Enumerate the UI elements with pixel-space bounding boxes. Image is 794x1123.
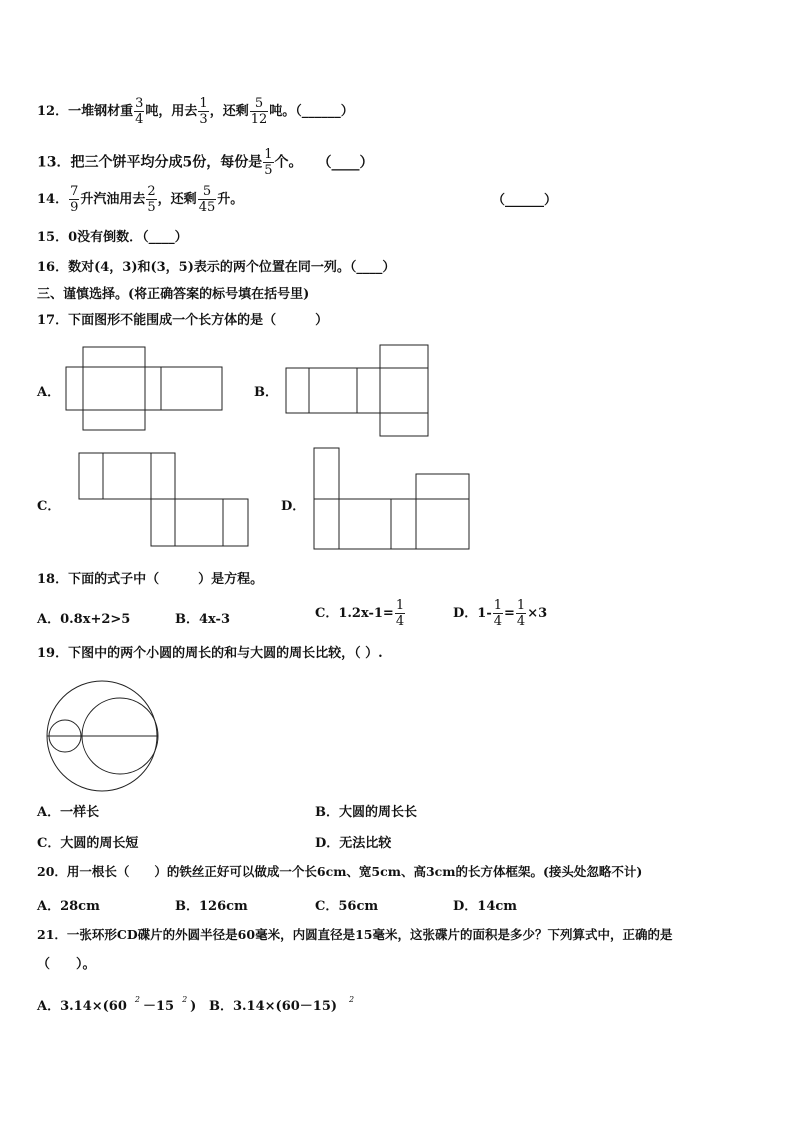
option-b[interactable]: B．126cm: [175, 899, 248, 914]
option-a[interactable]: A．0.8x+2>5: [37, 612, 131, 627]
net-b: [286, 345, 428, 436]
fraction: $\frac{2}{5}$: [147, 184, 156, 215]
fraction: $\frac{7}{9}$: [70, 184, 79, 215]
option-b[interactable]: B．3.14×(60－15) $^2$: [209, 995, 355, 1014]
question-14: 14． $\frac{7}{9}$ 升汽油用去 $\frac{2}{5}$ ，还剩 $\frac{5}{45}$ 升。: [37, 184, 244, 215]
question-21-blank: （ ）。: [37, 957, 96, 972]
question-16: 16．数对(4，3)和(3，5)表示的两个位置在同一列。（____）: [37, 260, 396, 275]
answer-blank[interactable]: （______）: [492, 193, 558, 208]
option-d[interactable]: D．14cm: [453, 899, 518, 914]
fraction: $\frac{5}{12}$: [250, 96, 268, 127]
option-c[interactable]: C．: [37, 499, 61, 514]
net-c: [79, 453, 248, 546]
fraction: $\frac{1}{4}$: [395, 598, 405, 629]
cuboid-nets-figures: [0, 0, 794, 560]
question-17: 17．下面图形不能围成一个长方体的是（ ）: [37, 313, 329, 328]
net-d: [314, 448, 469, 549]
question-15: 15．0没有倒数．（____）: [37, 230, 188, 245]
option-a[interactable]: A．28cm: [37, 899, 100, 914]
option-a[interactable]: A．3.14×(60 $^2$ －15 $^2$ ): [37, 995, 197, 1014]
fraction: $\frac{3}{4}$: [135, 96, 144, 127]
answer-blank[interactable]: （____）: [324, 154, 374, 171]
option-d[interactable]: D．无法比较: [315, 836, 392, 851]
fraction: $\frac{1}{4}$: [493, 598, 502, 629]
fraction: $\frac{5}{45}$: [198, 184, 216, 215]
section-heading: 三、谨慎选择。(将正确答案的标号填在括号里): [37, 287, 310, 302]
option-d[interactable]: D．: [281, 499, 306, 514]
option-c[interactable]: C．1.2x-1= $\frac{1}{4}$: [315, 598, 405, 629]
question-12: 12．一堆钢材重 $\frac{3}{4}$ 吨，用去 $\frac{1}{3}$ ，还剩 $\frac{5}{12}$ 吨。（______）: [37, 96, 354, 127]
circles-figure: [45, 679, 161, 795]
option-b[interactable]: B．大圆的周长长: [315, 805, 417, 820]
option-c[interactable]: C．56cm: [315, 899, 379, 914]
option-a[interactable]: A．: [37, 385, 61, 400]
question-21: 21．一张环形CD碟片的外圆半径是60毫米，内圆直径是15毫米，这张碟片的面积是多少？下列算式中，正确的是: [37, 927, 673, 942]
option-a[interactable]: A．一样长: [37, 805, 100, 820]
option-b[interactable]: B．: [254, 385, 278, 400]
question-20: 20．用一根长（ ）的铁丝正好可以做成一个长6cm、宽5cm、高3cm的长方体框架。(接头处忽略不计): [37, 864, 643, 879]
net-a: [66, 347, 222, 430]
option-c[interactable]: C．大圆的周长短: [37, 836, 139, 851]
question-13: 13．把三个饼平均分成5份，每份是 $\frac{1}{5}$ 个。 （____）: [37, 147, 374, 178]
option-b[interactable]: B．4x-3: [175, 612, 230, 627]
fraction: $\frac{1}{3}$: [199, 96, 208, 127]
question-19: 19．下图中的两个小圆的周长的和与大圆的周长比较，（ ）.: [37, 646, 383, 661]
fraction: $\frac{1}{4}$: [516, 598, 526, 629]
option-d[interactable]: D．1- $\frac{1}{4}$ = $\frac{1}{4}$ ×3: [453, 598, 548, 629]
question-18: 18．下面的式子中（ ）是方程。: [37, 572, 264, 587]
fraction: $\frac{1}{5}$: [264, 147, 273, 178]
